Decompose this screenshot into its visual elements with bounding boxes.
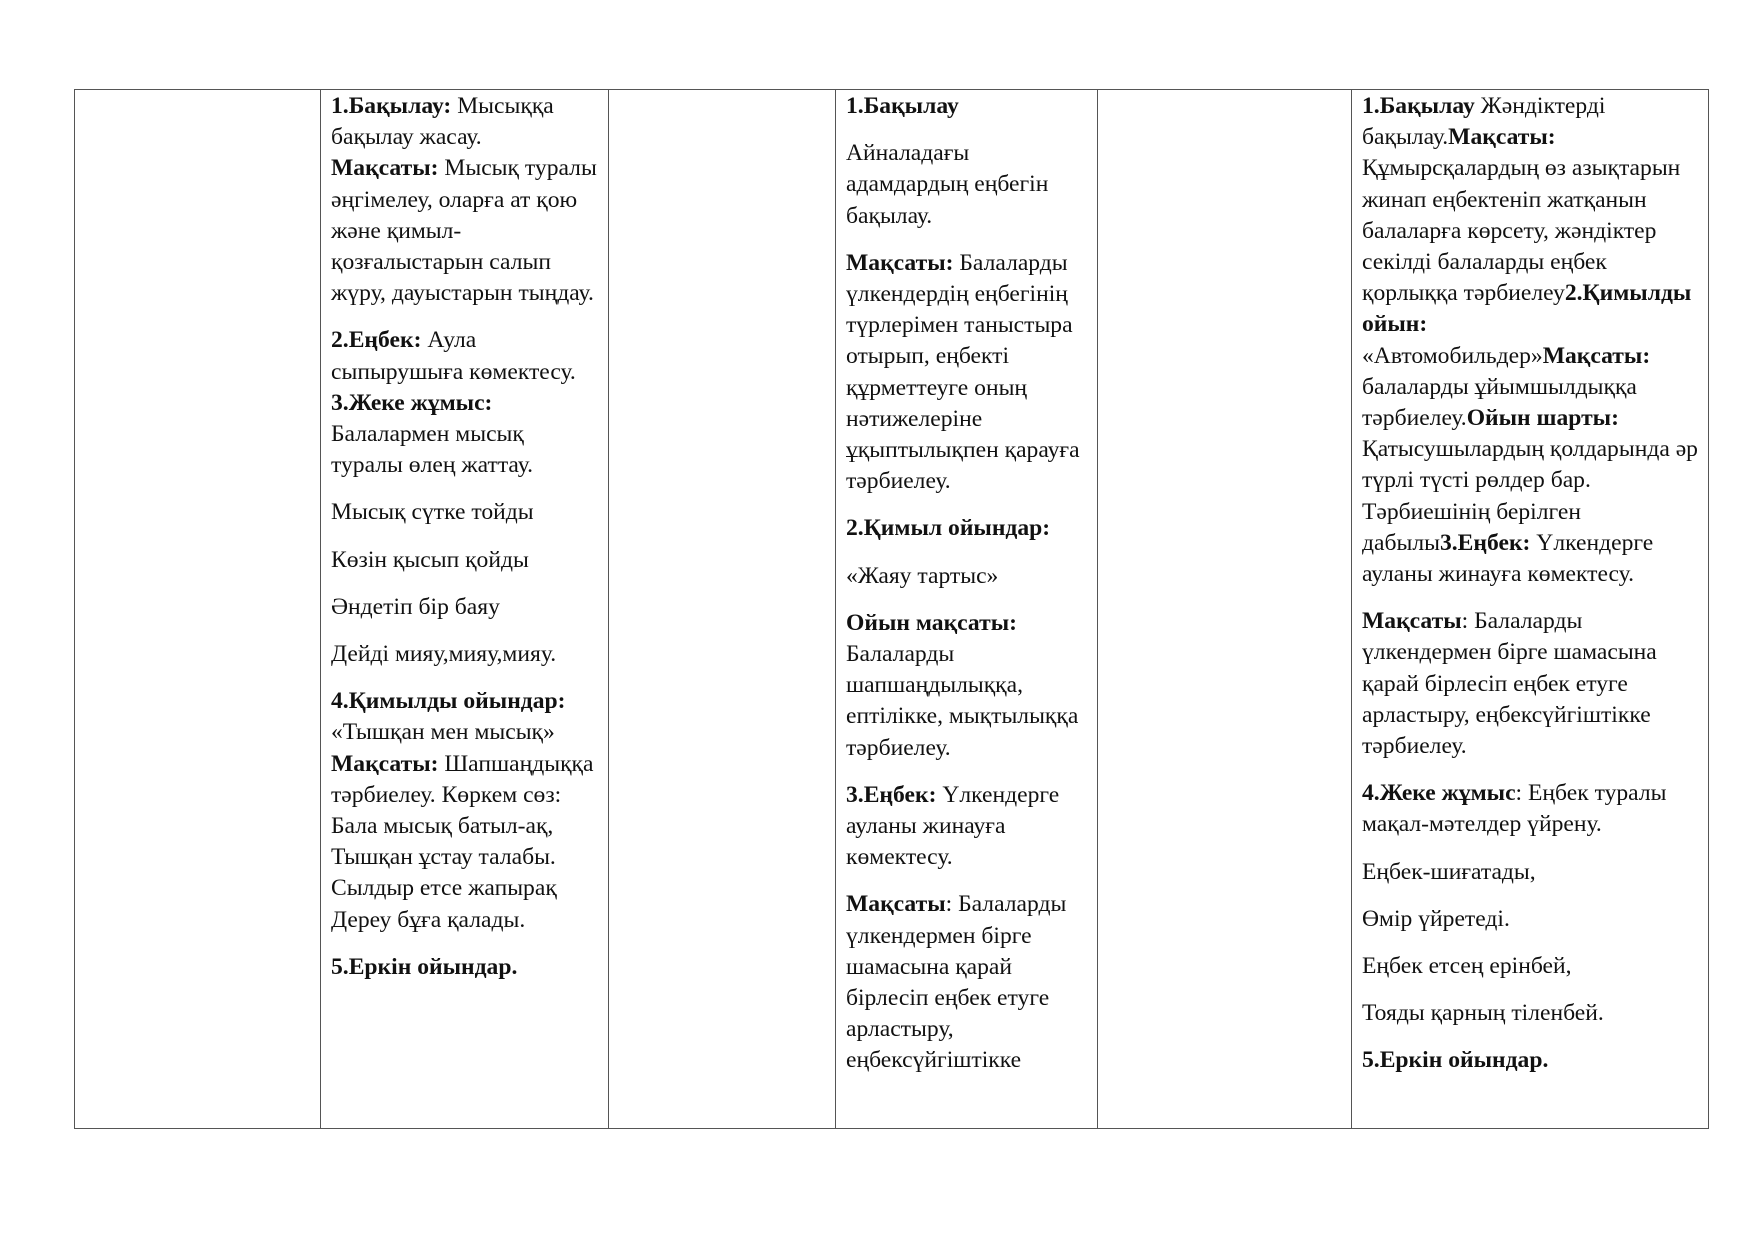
empty-cell-1 <box>75 90 321 1129</box>
free-games-line: 5.Еркін ойындар. <box>1362 1047 1549 1074</box>
walk-plan-cell-2 <box>836 90 1098 1129</box>
labor-goal-line: Мақсаты: Балаларды үлкендермен бірге шамасына қарай бірлесіп еңбек етуге арластыру, еңбексүйгіштікке тәрбиелеу. <box>1362 608 1657 760</box>
observation-block: 1.Бақылау Жәндіктерді бақылау.Мақсаты: Құмырсқалардың өз азықтарын жинап еңбектеніп жатқанын балаларға көрсету, жәндіктер секілді балаларды еңбек қорлыққа тәрбиелеу2.Қимылды ойын: «Автомобильдер»Мақсаты: балаларды ұйымшылдыққа тәрбиелеу.Ойын шарты: Қатысушылардың қолдарында әр түрлі түсті рөлдер бар. Тәрбиешінің берілген дабылы3.Еңбек: Үлкендерге ауланы жинауға көмектесу. <box>1362 93 1698 588</box>
goal-line: Мақсаты: Мысық туралы әңгімелеу, оларға ат қою және қимыл- қозғалыстарын салып жүру, дауыстарын тыңдау. <box>331 155 597 307</box>
individual-work-line: 4.Жеке жұмыс: Еңбек туралы мақал-мәтелдер үйрену. <box>1362 780 1667 838</box>
poem-line-2: Көзін қысып қойды <box>331 546 529 573</box>
empty-cell-2 <box>609 90 836 1129</box>
movement-games-line: 4.Қимылды ойындар: «Тышқан мен мысық» <box>331 688 566 746</box>
observation-line: 1.Бақылау: Мысыққа бақылау жасау. <box>331 93 554 151</box>
proverb-line-2: Өмір үйретеді. <box>1362 905 1510 932</box>
proverb-line-1: Еңбек-шиғатады, <box>1362 858 1536 885</box>
daily-plan-table <box>74 89 1709 1129</box>
labor-line: 2.Еңбек: Аула сыпырушыға көмектесу. <box>331 327 576 385</box>
poem-line-1: Мысық сүтке тойды <box>331 499 534 526</box>
free-games-line: 5.Еркін ойындар. <box>331 953 518 980</box>
poem-line-4: Дейді мияу,мияу,мияу. <box>331 641 557 668</box>
observation-heading: 1.Бақылау <box>846 93 959 119</box>
proverb-line-4: Тояды қарның тіленбей. <box>1362 1000 1604 1027</box>
goal-line: Мақсаты: Балаларды үлкендердің еңбегінің түрлерімен таныстыра отырып, еңбекті құрметтеуге оның нәтижелеріне ұқыптылықпен қарауға тәрбиелеу. <box>846 249 1080 495</box>
game-goal-line: Ойын мақсаты: Балаларды шапшаңдылыққа, ептілікке, мықтылыққа тәрбиелеу. <box>846 609 1079 761</box>
proverb-line-3: Еңбек етсең ерінбей, <box>1362 953 1572 980</box>
games-goal-line: Мақсаты: Шапшаңдыққа тәрбиелеу. Көркем сөз: Бала мысық батыл-ақ, Тышқан ұстау талабы. Сылдыр етсе жапырақ Дереу бұға қалады. <box>331 750 594 933</box>
walk-plan-cell-3 <box>1352 90 1709 1129</box>
walk-plan-cell-1 <box>321 90 609 1129</box>
individual-work-line: 3.Жеке жұмыс: Балалармен мысық туралы өлең жаттау. <box>331 389 534 479</box>
labor-goal-line: Мақсаты: Балаларды үлкендермен бірге шамасына қарай бірлесіп еңбек етуге арластыру, еңбексүйгіштікке <box>846 891 1067 1074</box>
table-row <box>75 90 1709 1129</box>
game-title: «Жаяу тартыс» <box>846 562 999 589</box>
poem-line-3: Әндетіп бір баяу <box>331 593 500 620</box>
empty-cell-3 <box>1098 90 1352 1129</box>
movement-games-heading: 2.Қимыл ойындар: <box>846 515 1051 542</box>
observation-text: Айналадағы адамдардың еңбегін бақылау. <box>846 140 1049 229</box>
labor-line: 3.Еңбек: Үлкендерге ауланы жинауға көмектесу. <box>846 781 1060 871</box>
